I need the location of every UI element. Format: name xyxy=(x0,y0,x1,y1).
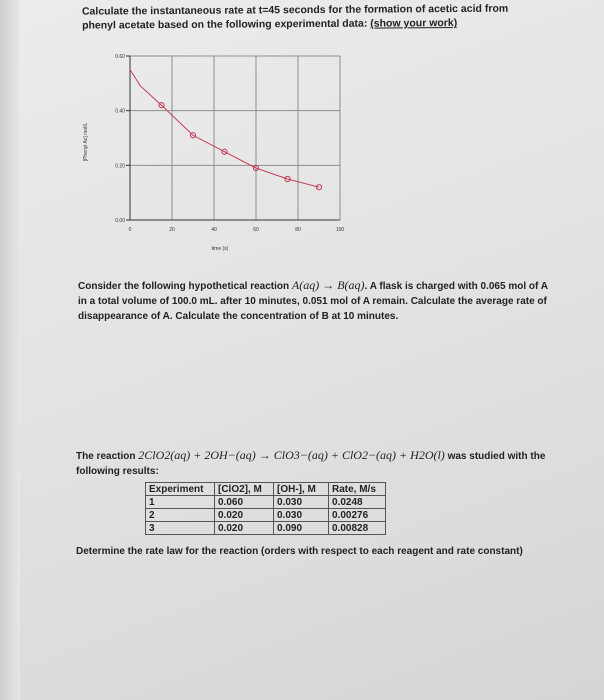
y-tick-label: 0.40 xyxy=(115,108,125,115)
chart-axes xyxy=(126,56,340,220)
table-cell: 0.00828 xyxy=(329,522,386,535)
concentration-time-chart xyxy=(78,44,368,256)
question-rate-law-intro xyxy=(76,448,546,479)
table-cell: 0.020 xyxy=(215,522,274,535)
x-tick-label: 100 xyxy=(335,227,345,233)
x-tick-label: 80 xyxy=(295,227,301,233)
table-cell: 0.060 xyxy=(215,496,274,509)
header-experiment: Experiment xyxy=(146,483,215,496)
page-edge xyxy=(0,0,20,700)
table-row xyxy=(146,509,386,522)
x-tick-label: 60 xyxy=(253,227,259,233)
table-cell: 3 xyxy=(146,522,215,535)
question-instantaneous-rate xyxy=(82,1,542,32)
rate-data-table xyxy=(145,482,386,535)
chart-grid xyxy=(130,56,340,220)
table-cell: 0.030 xyxy=(274,509,329,522)
x-tick-label: 40 xyxy=(211,227,217,233)
series-markers xyxy=(159,103,322,190)
table-row xyxy=(146,496,386,509)
x-axis-label: time (s) xyxy=(211,246,229,252)
table-row xyxy=(146,522,386,535)
x-tick-label: 20 xyxy=(169,227,175,233)
table-header-row xyxy=(146,483,386,496)
y-tick-label: 0.20 xyxy=(115,163,125,170)
y-axis-label: [Phenyl Ac] mol/L xyxy=(83,122,89,162)
header-rate: Rate, M/s xyxy=(329,483,386,496)
reaction-equation: 2ClO2(aq) + 2OH−(aq) → ClO3−(aq) + ClO2−(aq) + H2O(l) xyxy=(138,448,445,462)
question-determine-rate-law xyxy=(76,545,556,559)
question-rest: . A flask is charged with 0.065 mol of A in a total volume of 100.0 mL. after 10 minutes, 0.051 mol of A remain. Calculate the average rate of disappearance of A. Calculate the concentration of B at 10 minutes. xyxy=(78,281,548,322)
table-cell: 2 xyxy=(146,509,215,522)
y-tick-label: 0.60 xyxy=(115,54,125,60)
question-intro: Consider the following hypothetical reaction xyxy=(78,281,292,292)
question-text: Calculate the instantaneous rate at t=45 seconds for the formation of acetic acid from phenyl acetate based on the following experimental data: xyxy=(81,2,509,32)
x-tick-label: 0 xyxy=(128,227,132,233)
chart-tick-labels xyxy=(115,54,344,233)
question-rest: was studied with the following results: xyxy=(76,451,546,477)
table-cell: 0.090 xyxy=(274,522,329,535)
reaction-equation: A(aq) → B(aq) xyxy=(291,278,365,292)
header-clo2: [ClO2], M xyxy=(215,483,274,496)
table-cell: 0.00276 xyxy=(329,509,386,522)
question-intro: The reaction xyxy=(76,451,139,462)
series-line xyxy=(130,70,319,188)
worksheet-page xyxy=(20,0,604,700)
table-cell: 0.020 xyxy=(215,509,274,522)
header-oh: [OH-], M xyxy=(274,483,329,496)
question-average-rate xyxy=(78,278,548,324)
question-text: Determine the rate law for the reaction (orders with respect to each reagent and rate constant) xyxy=(76,546,523,557)
show-work-note: (show your work) xyxy=(370,16,458,30)
y-tick-label: 0.00 xyxy=(115,218,125,224)
table-cell: 1 xyxy=(146,496,215,509)
table-cell: 0.0248 xyxy=(329,496,386,509)
table-cell: 0.030 xyxy=(274,496,329,509)
